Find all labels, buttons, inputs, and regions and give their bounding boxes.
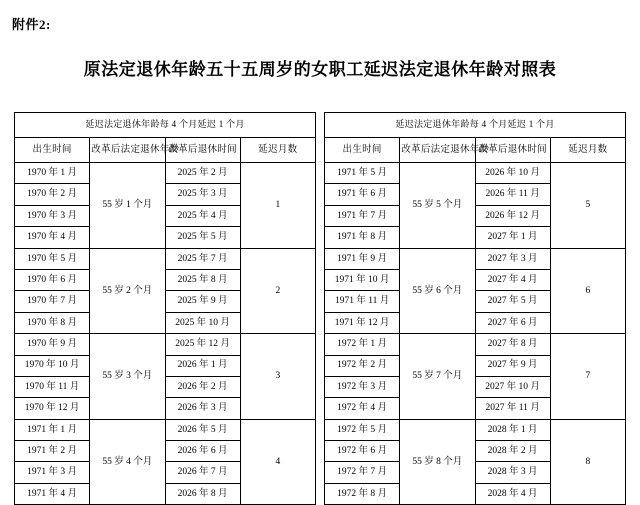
cell-birth-date: 1972 年 6 月 — [325, 441, 400, 462]
cell-retirement-date: 2027 年 9 月 — [475, 355, 550, 376]
cell-birth-date: 1972 年 2 月 — [325, 355, 400, 376]
cell-retirement-date: 2025 年 12 月 — [165, 334, 240, 355]
cell-retirement-date: 2027 年 4 月 — [475, 269, 550, 290]
cell-birth-date: 1970 年 5 月 — [15, 248, 90, 269]
cell-birth-date: 1970 年 3 月 — [15, 205, 90, 226]
cell-retirement-date: 2027 年 5 月 — [475, 291, 550, 312]
cell-retirement-date: 2026 年 3 月 — [165, 398, 240, 419]
cell-retirement-age: 55 岁 5 个月 — [400, 163, 475, 249]
cell-birth-date: 1971 年 6 月 — [325, 184, 400, 205]
column-header: 改革后退休时间 — [475, 138, 550, 163]
cell-birth-date: 1970 年 4 月 — [15, 227, 90, 248]
cell-retirement-date: 2027 年 10 月 — [475, 376, 550, 397]
table-row — [15, 419, 316, 440]
table-row — [325, 248, 626, 269]
cell-birth-date: 1972 年 5 月 — [325, 419, 400, 440]
cell-birth-date: 1971 年 12 月 — [325, 312, 400, 333]
retirement-schedule-table — [324, 112, 626, 505]
table-header-row — [325, 138, 626, 163]
table-row — [325, 419, 626, 440]
cell-retirement-date: 2025 年 7 月 — [165, 248, 240, 269]
cell-birth-date: 1970 年 12 月 — [15, 398, 90, 419]
cell-birth-date: 1970 年 8 月 — [15, 312, 90, 333]
cell-retirement-date: 2028 年 3 月 — [475, 462, 550, 483]
cell-retirement-date: 2026 年 8 月 — [165, 483, 240, 504]
cell-delay-months: 2 — [240, 248, 315, 334]
cell-retirement-date: 2025 年 9 月 — [165, 291, 240, 312]
cell-birth-date: 1970 年 10 月 — [15, 355, 90, 376]
cell-birth-date: 1971 年 10 月 — [325, 269, 400, 290]
cell-retirement-date: 2026 年 1 月 — [165, 355, 240, 376]
cell-retirement-date: 2025 年 2 月 — [165, 163, 240, 184]
cell-retirement-date: 2027 年 8 月 — [475, 334, 550, 355]
column-header: 改革后法定退休年龄 — [90, 138, 165, 163]
cell-retirement-age: 55 岁 1 个月 — [90, 163, 165, 249]
cell-retirement-date: 2028 年 1 月 — [475, 419, 550, 440]
cell-delay-months: 1 — [240, 163, 315, 249]
table-band-header: 延迟法定退休年龄每 4 个月延迟 1 个月 — [325, 113, 626, 138]
cell-retirement-age: 55 岁 7 个月 — [400, 334, 475, 420]
cell-retirement-date: 2026 年 6 月 — [165, 441, 240, 462]
column-header: 出生时间 — [15, 138, 90, 163]
page-title: 原法定退休年龄五十五周岁的女职工延迟法定退休年龄对照表 — [83, 60, 557, 79]
cell-retirement-date: 2027 年 1 月 — [475, 227, 550, 248]
cell-birth-date: 1971 年 3 月 — [15, 462, 90, 483]
cell-birth-date: 1971 年 4 月 — [15, 483, 90, 504]
cell-retirement-age: 55 岁 3 个月 — [90, 334, 165, 420]
cell-retirement-date: 2027 年 6 月 — [475, 312, 550, 333]
cell-birth-date: 1972 年 3 月 — [325, 376, 400, 397]
column-header: 改革后退休时间 — [165, 138, 240, 163]
cell-retirement-date: 2028 年 4 月 — [475, 483, 550, 504]
cell-birth-date: 1972 年 7 月 — [325, 462, 400, 483]
table-row — [15, 334, 316, 355]
cell-retirement-date: 2026 年 5 月 — [165, 419, 240, 440]
cell-delay-months: 6 — [550, 248, 625, 334]
cell-retirement-date: 2025 年 8 月 — [165, 269, 240, 290]
table-band-header-row — [15, 113, 316, 138]
column-header: 延迟月数 — [550, 138, 625, 163]
cell-retirement-age: 55 岁 2 个月 — [90, 248, 165, 334]
cell-retirement-date: 2026 年 2 月 — [165, 376, 240, 397]
table-band-header: 延迟法定退休年龄每 4 个月延迟 1 个月 — [15, 113, 316, 138]
cell-retirement-date: 2027 年 11 月 — [475, 398, 550, 419]
cell-retirement-age: 55 岁 6 个月 — [400, 248, 475, 334]
cell-birth-date: 1972 年 8 月 — [325, 483, 400, 504]
cell-birth-date: 1971 年 7 月 — [325, 205, 400, 226]
cell-birth-date: 1971 年 9 月 — [325, 248, 400, 269]
table-row — [325, 334, 626, 355]
cell-birth-date: 1971 年 5 月 — [325, 163, 400, 184]
cell-retirement-date: 2026 年 7 月 — [165, 462, 240, 483]
cell-birth-date: 1971 年 8 月 — [325, 227, 400, 248]
column-header: 改革后法定退休年龄 — [400, 138, 475, 163]
cell-birth-date: 1971 年 2 月 — [15, 441, 90, 462]
cell-birth-date: 1972 年 1 月 — [325, 334, 400, 355]
table-row — [325, 163, 626, 184]
cell-delay-months: 7 — [550, 334, 625, 420]
cell-delay-months: 3 — [240, 334, 315, 420]
table-row — [15, 163, 316, 184]
cell-delay-months: 5 — [550, 163, 625, 249]
cell-retirement-date: 2025 年 3 月 — [165, 184, 240, 205]
cell-birth-date: 1970 年 6 月 — [15, 269, 90, 290]
cell-retirement-age: 55 岁 4 个月 — [90, 419, 165, 505]
cell-retirement-age: 55 岁 8 个月 — [400, 419, 475, 505]
cell-retirement-date: 2026 年 11 月 — [475, 184, 550, 205]
cell-retirement-date: 2025 年 10 月 — [165, 312, 240, 333]
cell-retirement-date: 2028 年 2 月 — [475, 441, 550, 462]
schedule-tables — [14, 112, 626, 505]
cell-retirement-date: 2025 年 5 月 — [165, 227, 240, 248]
cell-birth-date: 1971 年 1 月 — [15, 419, 90, 440]
cell-birth-date: 1970 年 11 月 — [15, 376, 90, 397]
cell-delay-months: 8 — [550, 419, 625, 505]
cell-birth-date: 1972 年 4 月 — [325, 398, 400, 419]
retirement-schedule-table — [14, 112, 316, 505]
table-header-row — [15, 138, 316, 163]
cell-birth-date: 1970 年 9 月 — [15, 334, 90, 355]
cell-birth-date: 1971 年 11 月 — [325, 291, 400, 312]
column-header: 延迟月数 — [240, 138, 315, 163]
cell-retirement-date: 2025 年 4 月 — [165, 205, 240, 226]
table-band-header-row — [325, 113, 626, 138]
cell-retirement-date: 2026 年 12 月 — [475, 205, 550, 226]
cell-delay-months: 4 — [240, 419, 315, 505]
cell-birth-date: 1970 年 1 月 — [15, 163, 90, 184]
cell-retirement-date: 2027 年 3 月 — [475, 248, 550, 269]
cell-retirement-date: 2026 年 10 月 — [475, 163, 550, 184]
column-header: 出生时间 — [325, 138, 400, 163]
cell-birth-date: 1970 年 2 月 — [15, 184, 90, 205]
cell-birth-date: 1970 年 7 月 — [15, 291, 90, 312]
attachment-label: 附件2: — [12, 17, 51, 32]
table-row — [15, 248, 316, 269]
